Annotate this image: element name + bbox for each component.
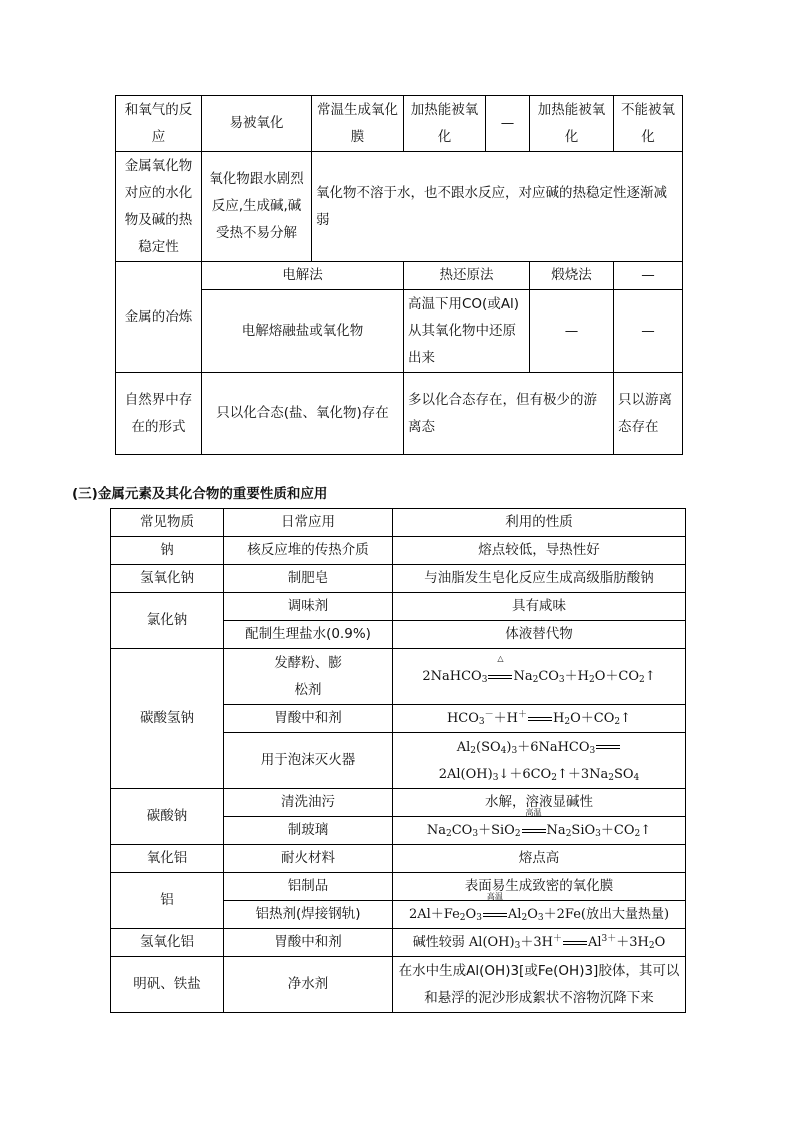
- property-cell: 水解，溶液显碱性: [393, 789, 686, 817]
- equation-cell: 2NaHCO$_3$ △ $Na_2CO_3+H_2O+CO_2↑$: [393, 649, 686, 705]
- equation-cell: $Al_2(SO_4)_3+6NaHCO_3$ $2Al(OH)_3↓+6CO_2↑+3Na_2SO_4$: [393, 733, 686, 789]
- use-cell: 配制生理盐水(0.9%): [224, 621, 393, 649]
- table-cell: 电解熔融盐或氧化物: [202, 290, 404, 373]
- substance-cell: 碳酸氢钠: [111, 649, 224, 789]
- table-cell: —: [614, 290, 683, 373]
- equation-note: (放出大量热量): [580, 907, 670, 922]
- table-cell: —: [530, 290, 614, 373]
- property-cell: 具有咸味: [393, 593, 686, 621]
- table-cell: 多以化合态存在，但有极少的游离态: [404, 373, 614, 455]
- table-row: [111, 537, 686, 565]
- table-cell: 只以化合态(盐、氧化物)存在: [202, 373, 404, 455]
- table-cell: 电解法: [202, 262, 404, 290]
- equals-sign: [488, 675, 512, 679]
- substance-cell: 氧化铝: [111, 845, 224, 873]
- table-row: [116, 152, 683, 262]
- property-cell: 表面易生成致密的氧化膜: [393, 873, 686, 901]
- substance-cell: 氯化钠: [111, 593, 224, 649]
- equals-sign: [528, 717, 552, 721]
- column-header: 日常应用: [224, 509, 393, 537]
- use-cell: 耐火材料: [224, 845, 393, 873]
- row-label: 金属氧化物对应的水化物及碱的热稳定性: [116, 152, 202, 262]
- table-row: [111, 873, 686, 901]
- table-header-row: [111, 509, 686, 537]
- substance-cell: 氢氧化钠: [111, 565, 224, 593]
- heat-condition: △: [497, 654, 504, 663]
- equation-cell: 碱性较弱 $Al(OH)_3+3H^+$ $Al^{3+}+3H_2O$: [393, 929, 686, 957]
- high-temp-condition: 高温: [525, 808, 542, 817]
- table-row: [111, 789, 686, 817]
- table-row: [116, 290, 683, 373]
- table-cell: 加热能被氧化: [530, 96, 614, 152]
- table-row: [111, 929, 686, 957]
- table-row: [116, 373, 683, 455]
- use-cell: 制肥皂: [224, 565, 393, 593]
- table-row: [116, 96, 683, 152]
- equals-sign: [563, 941, 587, 945]
- table-cell: 热还原法: [404, 262, 530, 290]
- equals-sign: [483, 913, 507, 917]
- equation-cell: $HCO_3^-+H^+$ $H_2O+CO_2↑$: [393, 705, 686, 733]
- equation-cell: $2Al+Fe_2O_3$ 高温 $Al_2O_3+2Fe$(放出大量热量): [393, 901, 686, 929]
- use-cell: 铝热剂(焊接钢轨): [224, 901, 393, 929]
- substance-cell: 钠: [111, 537, 224, 565]
- use-cell: 调味剂: [224, 593, 393, 621]
- table-row: [111, 593, 686, 621]
- use-cell: 制玻璃: [224, 817, 393, 845]
- section-heading: (三)金属元素及其化合物的重要性质和应用: [72, 486, 328, 502]
- property-prefix: 碱性较弱: [412, 935, 465, 950]
- table-cell: 不能被氧化: [614, 96, 683, 152]
- use-cell: 胃酸中和剂: [224, 929, 393, 957]
- property-cell: 熔点高: [393, 845, 686, 873]
- use-cell: 净水剂: [224, 957, 393, 1013]
- table-cell: 氧化物不溶于水，也不跟水反应，对应碱的热稳定性逐渐减弱: [312, 152, 683, 262]
- column-header: 常见物质: [111, 509, 224, 537]
- column-header: 利用的性质: [393, 509, 686, 537]
- table-cell: —: [486, 96, 530, 152]
- substance-cell: 明矾、铁盐: [111, 957, 224, 1013]
- table-row: [111, 845, 686, 873]
- table-row: [111, 957, 686, 1013]
- use-cell: 清洗油污: [224, 789, 393, 817]
- substance-cell: 碳酸钠: [111, 789, 224, 845]
- substance-cell: 铝: [111, 873, 224, 929]
- row-label: 自然界中存在的形式: [116, 373, 202, 455]
- table-cell: —: [614, 262, 683, 290]
- use-cell: 铝制品: [224, 873, 393, 901]
- table-row: [116, 262, 683, 290]
- table-cell: 只以游离态存在: [614, 373, 683, 455]
- table-cell: 易被氧化: [202, 96, 312, 152]
- high-temp-condition: 高温: [486, 892, 503, 901]
- metal-applications-table: [110, 508, 686, 1013]
- table-cell: 煅烧法: [530, 262, 614, 290]
- equals-sign: [522, 829, 546, 833]
- table-cell: 高温下用CO(或Al)从其氧化物中还原出来: [404, 290, 530, 373]
- table-cell: 氧化物跟水剧烈反应,生成碱,碱受热不易分解: [202, 152, 312, 262]
- table-row: [111, 649, 686, 705]
- equation-cell: $Na_2CO_3+SiO_2$ 高温 $Na_2SiO_3+CO_2↑$: [393, 817, 686, 845]
- metal-properties-table: [115, 95, 683, 455]
- equals-sign: [596, 745, 620, 749]
- substance-cell: 氢氧化铝: [111, 929, 224, 957]
- use-cell: 核反应堆的传热介质: [224, 537, 393, 565]
- property-cell: 在水中生成Al(OH)3[或Fe(OH)3]胶体，其可以和悬浮的泥沙形成絮状不溶物沉降下来: [393, 957, 686, 1013]
- use-cell: 胃酸中和剂: [224, 705, 393, 733]
- use-cell: 用于泡沫灭火器: [224, 733, 393, 789]
- row-label: 和氧气的反应: [116, 96, 202, 152]
- table-cell: 加热能被氧化: [404, 96, 486, 152]
- table-cell: 常温生成氧化膜: [312, 96, 404, 152]
- property-cell: 熔点较低，导热性好: [393, 537, 686, 565]
- property-cell: 体液替代物: [393, 621, 686, 649]
- table-row: [111, 565, 686, 593]
- row-label: 金属的冶炼: [116, 262, 202, 373]
- use-cell: 发酵粉、膨松剂: [224, 649, 393, 705]
- property-cell: 与油脂发生皂化反应生成高级脂肪酸钠: [393, 565, 686, 593]
